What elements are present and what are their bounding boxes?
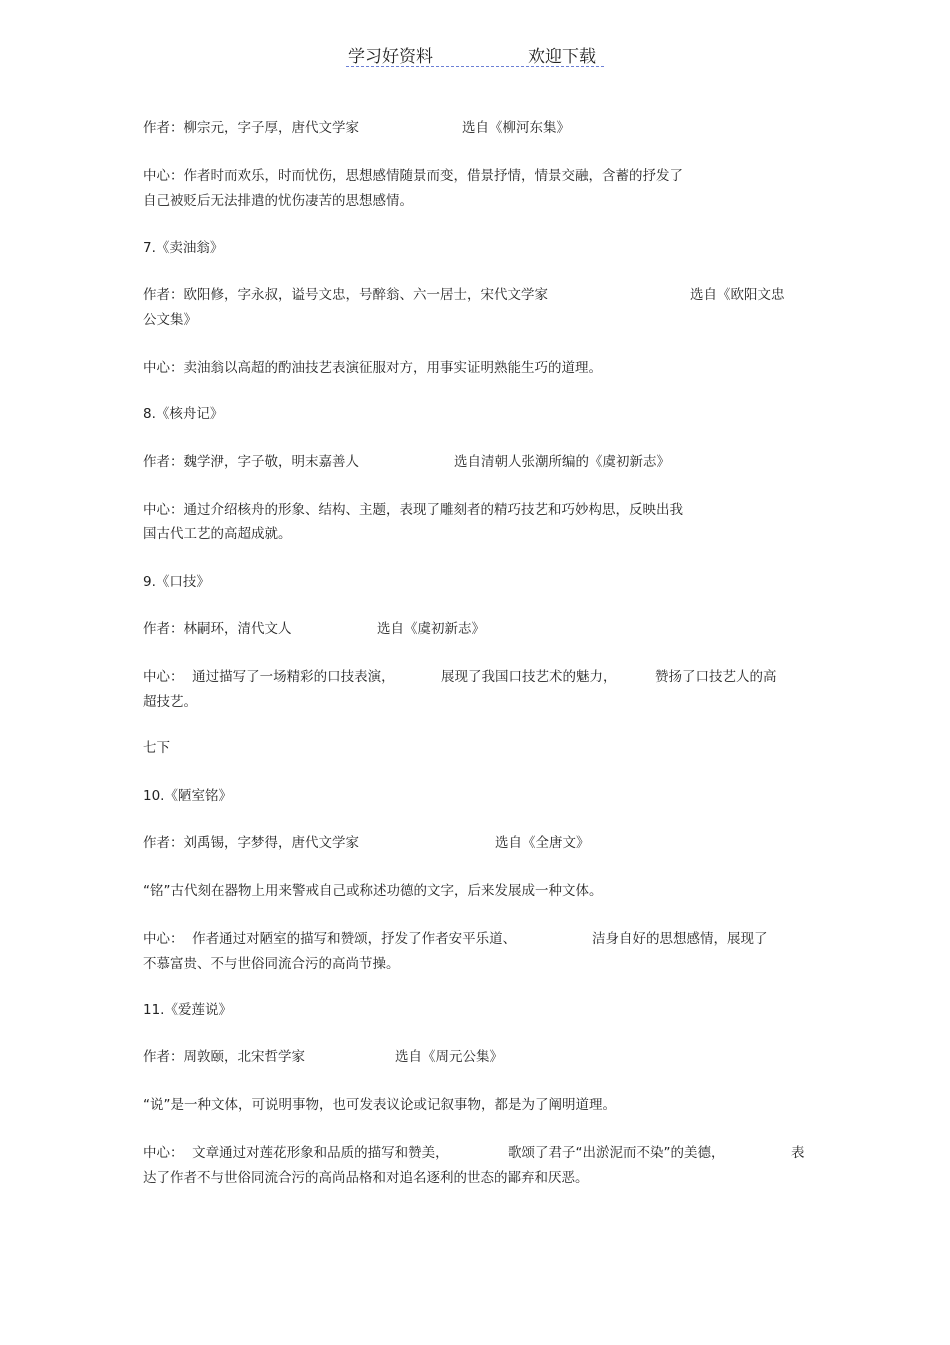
center-line-continued: 不慕富贵、不与世俗同流合污的高尚节操。 — [143, 956, 400, 972]
item-title: 11.《爱莲说》 — [143, 1002, 232, 1018]
center-line: 中心： 文章通过对莲花形象和品质的描写和赞美， — [143, 1145, 449, 1161]
center-segment: 赞扬了口技艺人的高 — [655, 669, 777, 685]
center-line-continued: 超技艺。 — [143, 694, 197, 710]
author-line: 作者：魏学洢，字子敬，明末嘉善人 — [143, 454, 359, 470]
author-line: 作者：刘禹锡，字梦得，唐代文学家 — [143, 835, 359, 851]
center-segment: 洁身自好的思想感情，展现了 — [592, 931, 768, 947]
center-line: 中心：通过介绍核舟的形象、结构、主题，表现了雕刻者的精巧技艺和巧妙构思，反映出我 — [143, 502, 683, 518]
source-text: 选自《柳河东集》 — [462, 120, 570, 136]
center-line-continued: 达了作者不与世俗同流合污的高尚品格和对追名逐利的世态的鄙弃和厌恶。 — [143, 1170, 589, 1186]
header-left-text: 学习好资料 — [348, 47, 433, 67]
center-line: 中心： 通过描写了一场精彩的口技表演， — [143, 669, 395, 685]
source-text-continued: 公文集》 — [143, 312, 197, 328]
source-text: 选自清朝人张潮所编的《虞初新志》 — [454, 454, 670, 470]
item-title: 10.《陋室铭》 — [143, 788, 232, 804]
source-text: 选自《欧阳文忠 — [690, 287, 785, 303]
note-line: “说”是一种文体，可说明事物，也可发表议论或记叙事物，都是为了阐明道理。 — [143, 1097, 616, 1113]
note-line: “铭”古代刻在器物上用来警戒自己或称述功德的文字，后来发展成一种文体。 — [143, 883, 603, 899]
center-segment: 表 — [791, 1145, 805, 1161]
header-right-text: 欢迎下载 — [528, 47, 596, 67]
author-line: 作者：欧阳修，字永叔，谥号文忠，号醉翁、六一居士，宋代文学家 — [143, 287, 548, 303]
author-line: 作者：林嗣环，清代文人 — [143, 621, 292, 637]
center-line-continued: 国古代工艺的高超成就。 — [143, 526, 292, 542]
center-line: 中心： 作者通过对陋室的描写和赞颂，抒发了作者安平乐道、 — [143, 931, 517, 947]
item-title: 7.《卖油翁》 — [143, 240, 224, 256]
source-text: 选自《虞初新志》 — [377, 621, 485, 637]
center-line: 中心：卖油翁以高超的酌油技艺表演征服对方，用事实证明熟能生巧的道理。 — [143, 360, 602, 376]
center-line: 中心：作者时而欢乐，时而忧伤，思想感情随景而变，借景抒情，情景交融，含蓄的抒发了 — [143, 168, 683, 184]
source-text: 选自《周元公集》 — [395, 1049, 503, 1065]
center-line-continued: 自己被贬后无法排遣的忧伤凄苦的思想感情。 — [143, 193, 413, 209]
author-line: 作者：周敦颐，北宋哲学家 — [143, 1049, 305, 1065]
source-text: 选自《全唐文》 — [495, 835, 590, 851]
center-segment: 展现了我国口技艺术的魅力， — [441, 669, 617, 685]
center-segment: 歌颂了君子“出淤泥而不染”的美德， — [508, 1145, 725, 1161]
author-line: 作者：柳宗元，字子厚，唐代文学家 — [143, 120, 359, 136]
item-title: 9.《口技》 — [143, 574, 210, 590]
page-header — [346, 40, 604, 67]
section-label: 七下 — [143, 740, 170, 756]
item-title: 8.《核舟记》 — [143, 406, 224, 422]
